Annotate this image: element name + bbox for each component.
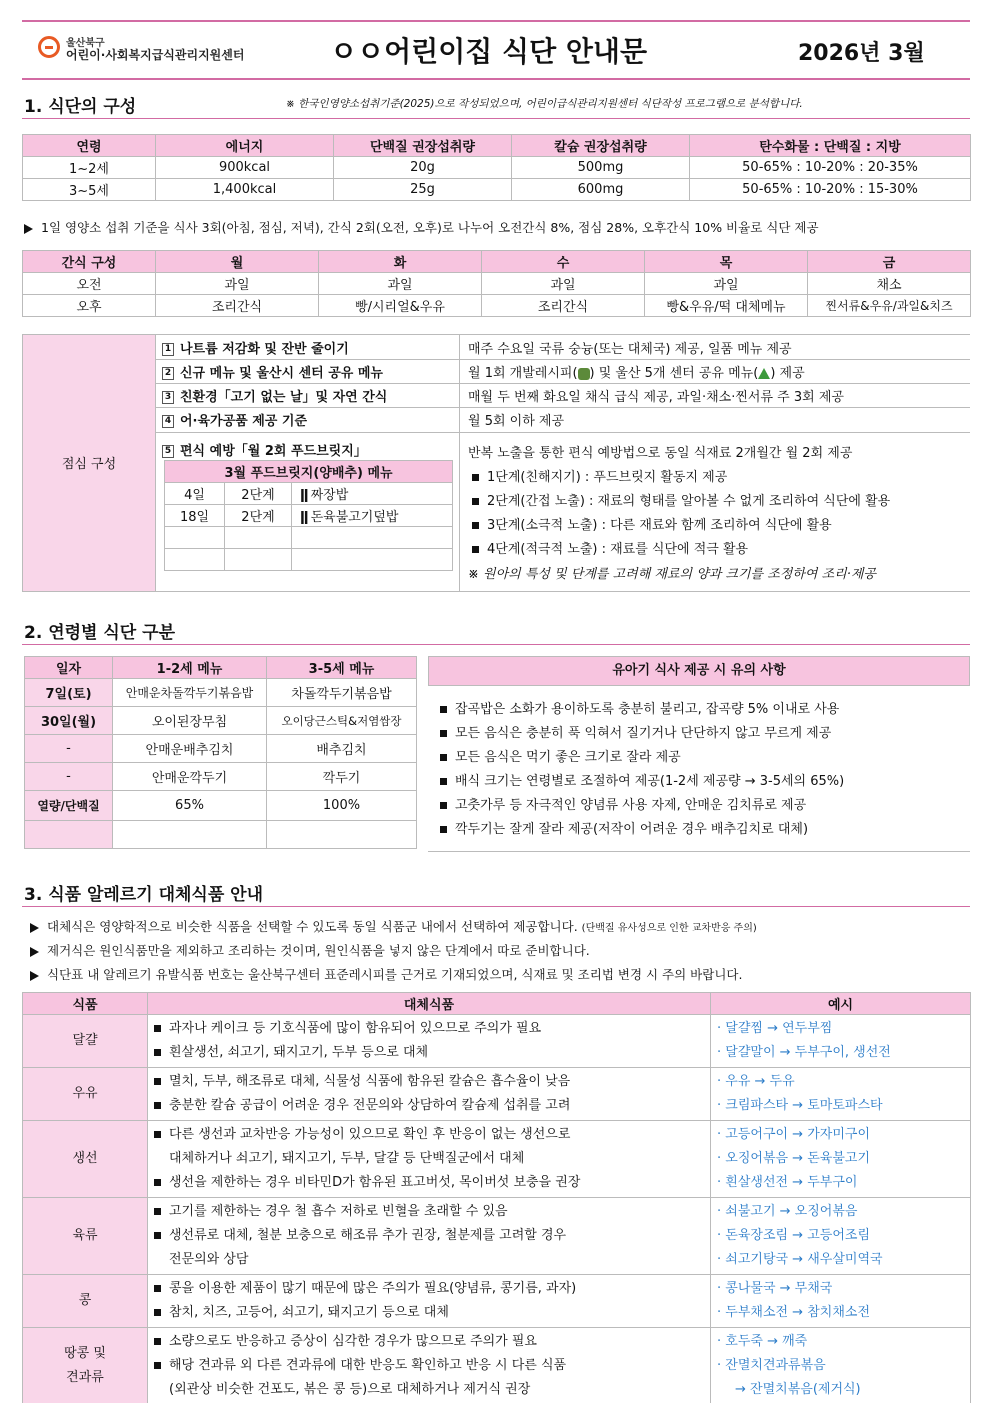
table-cell: 25g	[334, 179, 512, 201]
nutrition-header-protein: 단백질 권장섭취량	[334, 135, 512, 157]
substitute-line	[154, 1330, 710, 1354]
substitute-text: 생선을 제한하는 경우 비타민D가 함유된 표고버섯, 목이버섯 보충을 권장	[169, 1175, 581, 1190]
lunch-item-2-desc	[468, 362, 805, 381]
substitute-text: 콩을 이용한 제품이 많기 때문에 많은 주의가 필요(양념류, 콩기름, 과자)	[169, 1281, 577, 1296]
substitute-line	[154, 1123, 710, 1147]
substitute-line	[154, 1041, 710, 1065]
table-cell: 오전	[23, 273, 156, 295]
snack-table	[22, 250, 971, 317]
allergy-note-text: 대체식은 영양학적으로 비슷한 식품을 선택할 수 있도록 동일 식품군 내에서 선택하여 제공합니다.	[47, 919, 578, 934]
caution-item	[440, 746, 681, 765]
nutrition-table	[22, 134, 971, 201]
age-menu-table	[24, 656, 417, 849]
allergy-note-1	[30, 917, 757, 935]
allergy-food: 달걀	[23, 1015, 148, 1068]
table-cell: 조리간식	[482, 295, 645, 317]
table-row	[23, 1198, 971, 1275]
triangle-bullet-icon	[30, 947, 39, 957]
shared-menu-icon	[758, 368, 770, 379]
table-cell	[165, 549, 225, 571]
substitute-text: 전문의와 상담	[169, 1252, 249, 1267]
lunch-item-label-text: 신규 메뉴 및 울산시 센터 공유 메뉴	[180, 366, 383, 381]
table-cell	[225, 549, 292, 571]
table-row	[23, 1015, 971, 1068]
substitute-text: 생선류로 대체, 철분 보충으로 해조류 추가 권장, 철분제를 고려할 경우	[169, 1228, 567, 1243]
square-bullet-icon	[472, 474, 479, 481]
table-row	[23, 1328, 971, 1403]
section-1-title: 1. 식단의 구성	[24, 97, 137, 117]
table-cell	[267, 821, 417, 849]
desc-part: ) 제공	[770, 366, 805, 381]
table-cell	[292, 505, 453, 527]
lunch-item-4-desc: 월 5회 이하 제공	[468, 414, 565, 429]
square-bullet-icon	[472, 522, 479, 529]
square-bullet-icon	[154, 1049, 161, 1056]
table-cell: 채소	[808, 273, 971, 295]
lunch-label-cell	[22, 334, 156, 592]
substitute-line	[154, 1301, 710, 1325]
example-line: · 오징어볶음 → 돈육불고기	[717, 1151, 871, 1166]
column-divider	[459, 334, 460, 592]
square-bullet-icon	[440, 754, 447, 761]
substitute-text: (외관상 비슷한 건포도, 볶은 콩 등)으로 대체하거나 제거식 권장	[169, 1382, 531, 1397]
table-row	[25, 763, 417, 791]
caution-text: 잡곡밥은 소화가 용이하도록 충분히 불리고, 잡곡량 5% 이내로 사용	[455, 702, 840, 717]
substitute-text: 해당 견과류 외 다른 견과류에 대한 반응도 확인하고 반응 시 다른 식품	[169, 1358, 567, 1373]
table-cell: 과일	[645, 273, 808, 295]
number-box-icon: 2	[162, 367, 174, 380]
allergy-food: 콩	[23, 1275, 148, 1328]
section-2-rule	[22, 644, 970, 645]
steps-note: ※ 원아의 특성 및 단계를 고려해 재료의 양과 크기를 조정하여 조리·제공	[468, 567, 876, 582]
table-cell: 과일	[482, 273, 645, 295]
table-cell: 7일(토)	[25, 679, 113, 707]
nutrition-header-ratio: 탄수화물 : 단백질 : 지방	[690, 135, 971, 157]
lunch-item-3-desc: 매월 두 번째 화요일 채식 급식 제공, 과일·채소·찐서류 주 3회 제공	[468, 390, 844, 405]
allergy-examples	[711, 1328, 971, 1403]
step-3	[472, 514, 832, 533]
table-cell: 과일	[156, 273, 319, 295]
row-divider	[156, 407, 970, 408]
table-cell	[292, 527, 453, 549]
table-cell: 500mg	[512, 157, 690, 179]
allergy-substitutes	[148, 1015, 711, 1068]
nutrition-header-calcium: 칼슘 권장섭취량	[512, 135, 690, 157]
row-divider	[156, 383, 970, 384]
square-bullet-icon	[154, 1131, 161, 1138]
table-cell: 18일	[165, 505, 225, 527]
table-cell: 배추김치	[267, 735, 417, 763]
step-4	[472, 538, 748, 557]
table-cell: 50-65% : 10-20% : 20-35%	[690, 157, 971, 179]
example-line: · 고등어구이 → 가자미구이	[717, 1127, 871, 1142]
square-bullet-icon	[154, 1362, 161, 1369]
table-cell: 차돌깍두기볶음밥	[267, 679, 417, 707]
caution-item	[440, 794, 806, 813]
table-row	[23, 1121, 971, 1198]
table-row	[25, 679, 417, 707]
example-line: · 두부채소전 → 참치채소전	[717, 1305, 871, 1320]
table-cell: -	[25, 763, 113, 791]
utensils-icon: ǁ	[300, 510, 309, 525]
allergy-header: 식품	[23, 993, 148, 1015]
substitute-line	[154, 1070, 710, 1094]
table-row	[23, 1275, 971, 1328]
allergy-note-text: 제거식은 원인식품만을 제외하고 조리하는 것이며, 원인식품을 넣지 않은 단계에서 따로 준비합니다.	[47, 943, 590, 958]
step-text: 4단계(적극적 노출) : 재료를 식단에 적극 활용	[487, 542, 749, 557]
row-divider	[156, 432, 970, 433]
table-cell: 900kcal	[156, 157, 334, 179]
lunch-item-1-label	[162, 338, 349, 357]
table-cell: 조리간식	[156, 295, 319, 317]
table-row	[23, 273, 971, 295]
allergy-food: 땅콩 및 견과류	[23, 1328, 148, 1403]
step-1	[472, 466, 727, 485]
number-box-icon: 5	[162, 445, 174, 458]
table-row	[25, 707, 417, 735]
substitute-text: 충분한 칼슘 공급이 어려운 경우 전문의와 상담하여 칼슘제 섭취를 고려	[169, 1098, 571, 1113]
square-bullet-icon	[154, 1025, 161, 1032]
square-bullet-icon	[440, 778, 447, 785]
table-cell	[113, 821, 267, 849]
table-cell: 오이당근스틱&저염쌈장	[267, 707, 417, 735]
table-cell: 1,400kcal	[156, 179, 334, 201]
allergy-note-3	[30, 965, 742, 983]
table-cell: -	[25, 735, 113, 763]
triangle-bullet-icon	[24, 224, 33, 234]
number-box-icon: 1	[162, 343, 174, 356]
age-menu-header: 일자	[25, 657, 113, 679]
substitute-line	[154, 1378, 710, 1402]
table-cell	[292, 549, 453, 571]
snack-header: 월	[156, 251, 319, 273]
example-line: · 돈육장조림 → 고등어조림	[717, 1228, 871, 1243]
substitute-text: 참치, 치즈, 고등어, 쇠고기, 돼지고기 등으로 대체	[169, 1305, 449, 1320]
row-divider	[156, 359, 970, 360]
caution-text: 고춧가루 등 자극적인 양념류 사용 자제, 안매운 김치류로 제공	[455, 798, 807, 813]
page-date: 2026년 3월	[798, 41, 925, 66]
caution-text: 모든 음식은 충분히 푹 익혀서 질기거나 단단하지 않고 무르게 제공	[455, 726, 832, 741]
table-cell: 열량/단백질	[25, 791, 113, 821]
nutrition-header-energy: 에너지	[156, 135, 334, 157]
section-3-title: 3. 식품 알레르기 대체식품 안내	[24, 885, 264, 905]
substitute-line	[154, 1248, 710, 1272]
table-row	[23, 1068, 971, 1121]
square-bullet-icon	[154, 1309, 161, 1316]
caution-title: 유아기 식사 제공 시 유의 사항	[428, 656, 970, 686]
allergy-table	[22, 992, 971, 1403]
example-line: · 달걀찜 → 연두부찜	[717, 1021, 833, 1036]
allergy-examples	[711, 1015, 971, 1068]
table-cell: 3~5세	[23, 179, 156, 201]
allergy-substitutes	[148, 1198, 711, 1275]
number-box-icon: 3	[162, 391, 174, 404]
lunch-item-5-label	[162, 440, 367, 459]
lunch-label: 점심 구성	[61, 457, 117, 472]
table-cell: 오후	[23, 295, 156, 317]
table-cell: 30일(월)	[25, 707, 113, 735]
snack-header: 간식 구성	[23, 251, 156, 273]
table-row	[25, 735, 417, 763]
allergy-substitutes	[148, 1068, 711, 1121]
square-bullet-icon	[154, 1232, 161, 1239]
substitute-line	[154, 1017, 710, 1041]
nutrition-header-age: 연령	[23, 135, 156, 157]
example-line: · 쇠고기탕국 → 새우살미역국	[717, 1252, 883, 1267]
table-cell: 과일	[319, 273, 482, 295]
substitute-line	[154, 1147, 710, 1171]
example-line: · 콩나물국 → 무채국	[717, 1281, 833, 1296]
number-box-icon: 4	[162, 415, 174, 428]
table-cell: 안매운차돌깍두기볶음밥	[113, 679, 267, 707]
top-rule	[22, 20, 970, 22]
step-text: 2단계(간접 노출) : 재료의 형태를 알아볼 수 없게 조리하여 식단에 활용	[487, 494, 891, 509]
table-cell: 깍두기	[267, 763, 417, 791]
foodbridge-table	[164, 460, 453, 571]
substitute-line	[154, 1277, 710, 1301]
desc-part: 월 1회 개발레시피(	[468, 366, 578, 381]
step-text: 1단계(친해지기) : 푸드브릿지 활동지 제공	[487, 470, 728, 485]
step-2	[472, 490, 890, 509]
table-cell: 4일	[165, 483, 225, 505]
substitute-text: 소량으로도 반응하고 증상이 심각한 경우가 많으므로 주의가 필요	[169, 1334, 537, 1349]
table-cell: 100%	[267, 791, 417, 821]
table-cell: 600mg	[512, 179, 690, 201]
table-row	[165, 527, 453, 549]
triangle-bullet-icon	[30, 923, 39, 933]
substitute-text: 고기를 제한하는 경우 철 흡수 저하로 빈혈을 초래할 수 있음	[169, 1204, 508, 1219]
table-cell: 안매운깍두기	[113, 763, 267, 791]
substitute-line	[154, 1224, 710, 1248]
square-bullet-icon	[154, 1208, 161, 1215]
recipe-icon	[578, 368, 590, 380]
allergy-examples	[711, 1275, 971, 1328]
table-row	[23, 179, 971, 201]
allergy-substitutes	[148, 1121, 711, 1198]
section-1-note: ※ 한국인영양소섭취기준(2025)으로 작성되었으며, 어린이급식관리지원센터 식단작성 프로그램으로 분석합니다.	[286, 98, 803, 110]
square-bullet-icon	[154, 1338, 161, 1345]
square-bullet-icon	[154, 1078, 161, 1085]
table-row	[25, 821, 417, 849]
table-cell: 빵&우유/떡 대체메뉴	[645, 295, 808, 317]
allergy-substitutes	[148, 1328, 711, 1403]
substitute-line	[154, 1354, 710, 1378]
example-line: · 크림파스타 → 토마토파스타	[717, 1098, 883, 1113]
snack-header: 목	[645, 251, 808, 273]
table-cell	[165, 527, 225, 549]
section-3-rule	[22, 906, 970, 907]
org-top: 울산북구	[66, 38, 105, 49]
caution-item	[440, 770, 844, 789]
caution-item	[440, 722, 831, 741]
allergy-note-small: (단백질 유사성으로 인한 교차반응 주의)	[581, 923, 757, 934]
substitute-text: 대체하거나 쇠고기, 돼지고기, 두부, 달걀 등 단백질군에서 대체	[169, 1151, 525, 1166]
caution-text: 모든 음식은 먹기 좋은 크기로 잘라 제공	[455, 750, 681, 765]
square-bullet-icon	[154, 1285, 161, 1292]
table-cell: 50-65% : 10-20% : 15-30%	[690, 179, 971, 201]
caution-text: 깍두기는 잘게 잘라 제공(저작이 어려운 경우 배추김치로 대체)	[455, 822, 809, 837]
substitute-text: 멸치, 두부, 해조류로 대체, 식물성 식품에 함유된 칼슘은 흡수율이 낮음	[169, 1074, 571, 1089]
table-row	[23, 295, 971, 317]
lunch-item-2-label	[162, 362, 383, 381]
menu-name: 짜장밥	[310, 488, 349, 503]
square-bullet-icon	[472, 498, 479, 505]
allergy-note-2	[30, 941, 590, 959]
substitute-line	[154, 1200, 710, 1224]
substitute-text: 과자나 케이크 등 기호식품에 많이 함유되어 있으므로 주의가 필요	[169, 1021, 542, 1036]
table-cell	[225, 527, 292, 549]
table-cell: 2단계	[225, 505, 292, 527]
snack-header: 수	[482, 251, 645, 273]
table-cell: 오이된장무침	[113, 707, 267, 735]
utensils-icon: ǁ	[300, 488, 309, 503]
lunch-item-label-text: 편식 예방「월 2회 푸드브릿지」	[180, 444, 367, 459]
table-row	[25, 791, 417, 821]
substitute-text: 다른 생선과 교차반응 가능성이 있으므로 확인 후 반응이 없는 생선으로	[169, 1127, 571, 1142]
allergy-substitutes	[148, 1275, 711, 1328]
step-text: 3단계(소극적 노출) : 다른 재료와 함께 조리하여 식단에 활용	[487, 518, 832, 533]
allergy-header: 대체식품	[148, 993, 711, 1015]
table-cell	[292, 483, 453, 505]
allergy-examples	[711, 1121, 971, 1198]
example-line: · 호두죽 → 깨죽	[717, 1334, 808, 1349]
header-rule	[22, 78, 970, 80]
substitute-line	[154, 1094, 710, 1118]
allergy-examples	[711, 1068, 971, 1121]
lunch-item-label-text: 나트륨 저감화 및 잔반 줄이기	[180, 342, 349, 357]
table-cell: 1~2세	[23, 157, 156, 179]
square-bullet-icon	[154, 1179, 161, 1186]
section-2-title: 2. 연령별 식단 구분	[24, 623, 175, 643]
age-menu-header: 3-5세 메뉴	[267, 657, 417, 679]
intake-note	[24, 218, 819, 236]
table-cell: 20g	[334, 157, 512, 179]
table-row	[23, 157, 971, 179]
substitute-text: 흰살생선, 쇠고기, 돼지고기, 두부 등으로 대체	[169, 1045, 429, 1060]
snack-header: 화	[319, 251, 482, 273]
page-title: ㅇㅇ어린이집 식단 안내문	[330, 35, 648, 68]
example-line: · 쇠불고기 → 오징어볶음	[717, 1204, 858, 1219]
table-cell	[25, 821, 113, 849]
table-cell: 2단계	[225, 483, 292, 505]
table-row	[165, 549, 453, 571]
table-cell: 찐서류&우유/과일&치즈	[808, 295, 971, 317]
example-line: · 우유 → 두유	[717, 1074, 795, 1089]
square-bullet-icon	[440, 730, 447, 737]
square-bullet-icon	[440, 826, 447, 833]
logo-icon	[38, 36, 60, 58]
caution-item	[440, 698, 839, 717]
square-bullet-icon	[154, 1102, 161, 1109]
allergy-examples	[711, 1198, 971, 1275]
square-bullet-icon	[440, 706, 447, 713]
example-line: → 잔멸치볶음(제거식)	[735, 1382, 861, 1397]
lunch-item-label-text: 어·육가공품 제공 기준	[180, 414, 308, 429]
table-cell: 빵/시리얼&우유	[319, 295, 482, 317]
square-bullet-icon	[472, 546, 479, 553]
table-row	[165, 505, 453, 527]
desc-part: ) 및 울산 5개 센터 공유 메뉴(	[589, 366, 759, 381]
caution-item	[440, 818, 808, 837]
substitute-line	[154, 1171, 710, 1195]
table-cell: 안매운배추김치	[113, 735, 267, 763]
allergy-note-text: 식단표 내 알레르기 유발식품 번호는 울산북구센터 표준레시피를 근거로 기재되었으며, 식재료 및 조리법 변경 시 주의 바랍니다.	[47, 967, 743, 982]
table-row	[165, 483, 453, 505]
table-cell: 65%	[113, 791, 267, 821]
square-bullet-icon	[440, 802, 447, 809]
org-name: 어린이·사회복지급식관리지원센터	[66, 48, 245, 62]
lunch-item-1-desc: 매주 수요일 국류 숭늉(또는 대체국) 제공, 일품 메뉴 제공	[468, 342, 792, 357]
lunch-item-label-text: 친환경「고기 없는 날」및 자연 간식	[180, 390, 388, 405]
example-line: · 잔멸치견과류볶음	[717, 1358, 826, 1373]
allergy-food: 생선	[23, 1121, 148, 1198]
allergy-header: 예시	[711, 993, 971, 1015]
age-menu-header: 1-2세 메뉴	[113, 657, 267, 679]
lunch-item-3-label	[162, 386, 387, 405]
foodbridge-title: 3월 푸드브릿지(양배추) 메뉴	[165, 461, 453, 483]
example-line: · 달걀말이 → 두부구이, 생선전	[717, 1045, 891, 1060]
snack-header: 금	[808, 251, 971, 273]
lunch-item-4-label	[162, 410, 307, 429]
example-line: · 흰살생선전 → 두부구이	[717, 1175, 858, 1190]
section-1-rule	[22, 118, 970, 119]
caution-text: 배식 크기는 연령별로 조절하여 제공(1-2세 제공량 → 3-5세의 65%)	[455, 774, 845, 789]
triangle-bullet-icon	[30, 971, 39, 981]
lunch-item-5-desc: 반복 노출을 통한 편식 예방법으로 동일 식재료 2개월간 월 2회 제공	[468, 446, 853, 461]
menu-name: 돈육불고기덮밥	[310, 510, 399, 525]
allergy-food: 육류	[23, 1198, 148, 1275]
intake-note-text: 1일 영양소 섭취 기준을 식사 3회(아침, 점심, 저녁), 간식 2회(오전, 오후)로 나누어 오전간식 8%, 점심 28%, 오후간식 10% 비율로 식단 제공	[41, 220, 819, 235]
allergy-food: 우유	[23, 1068, 148, 1121]
